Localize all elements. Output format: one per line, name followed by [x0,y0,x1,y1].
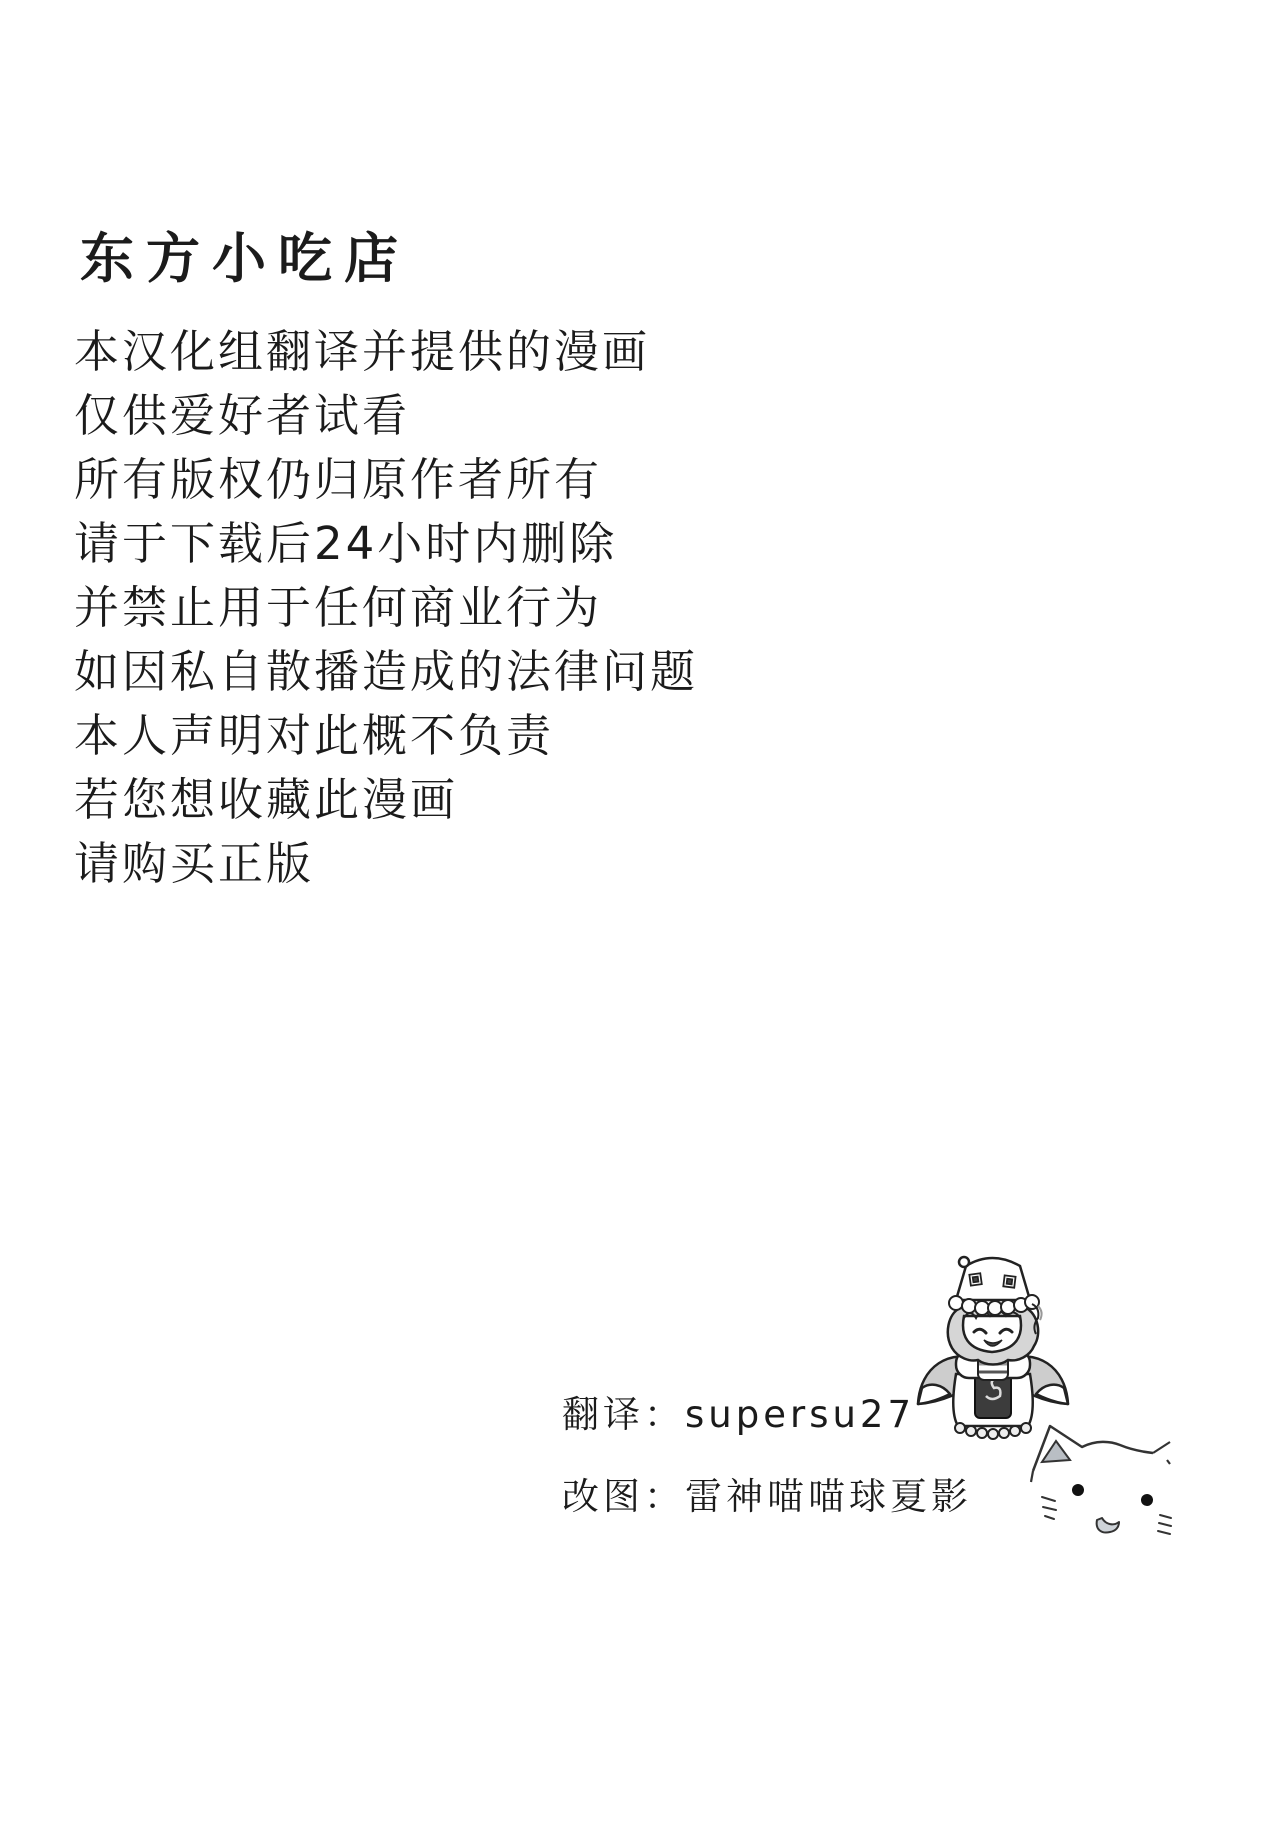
disclaimer-line: 如因私自散播造成的法律问题 [74,645,699,698]
disclaimer-line: 若您想收藏此漫画 [74,773,459,826]
editor-name: 雷神喵喵球夏影 [685,1475,972,1518]
disclaimer-line: 所有版权仍归原作者所有 [74,453,603,506]
credits-block [562,1384,972,1548]
translator-name: supersu27 [685,1393,915,1436]
disclaimer-text-block [74,320,698,896]
translator-role-label: 翻译： [562,1393,685,1436]
cat-face-illustration [1018,1412,1193,1562]
disclaimer-line: 请于下载后24小时内删除 [74,517,618,570]
disclaimer-line: 仅供爱好者试看 [74,389,411,442]
disclaimer-line: 请购买正版 [74,837,315,890]
disclaimer-line: 本汉化组翻译并提供的漫画 [74,325,651,378]
disclaimer-line: 本人声明对此概不负责 [74,709,555,762]
translator-credit [562,1384,972,1466]
editor-credit [562,1466,972,1548]
disclaimer-line: 并禁止用于任何商业行为 [74,581,603,634]
editor-role-label: 改图： [562,1475,685,1518]
page-title: 东方小吃店 [80,227,410,290]
